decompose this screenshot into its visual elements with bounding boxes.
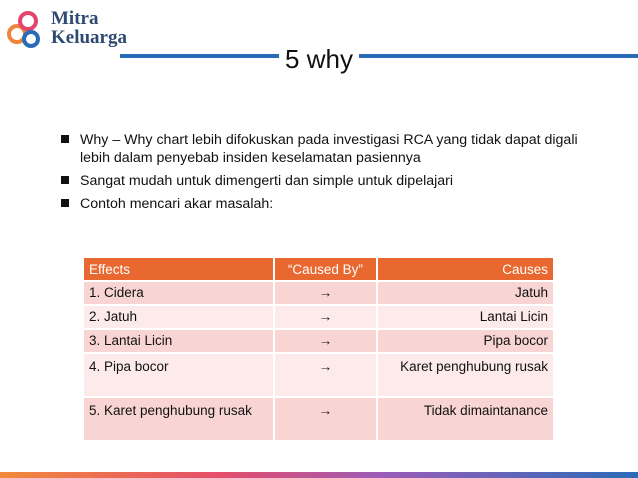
five-why-table bbox=[82, 256, 555, 442]
arrow-icon: → bbox=[274, 305, 377, 329]
table-row bbox=[83, 329, 554, 353]
logo-wordmark bbox=[51, 9, 127, 47]
table-row bbox=[83, 305, 554, 329]
logo-line-2: Keluarga bbox=[51, 27, 127, 48]
bullet-item: Why – Why chart lebih difokuskan pada investigasi RCA yang tidak dapat digali lebih dalam penyebab insiden keselamatan pasiennya bbox=[60, 131, 600, 167]
effect-cell: 3. Lantai Licin bbox=[83, 329, 274, 353]
cause-cell: Tidak dimaintanance bbox=[377, 397, 554, 441]
arrow-icon: → bbox=[274, 353, 377, 397]
arrow-icon: → bbox=[274, 397, 377, 441]
cause-cell: Karet penghubung rusak bbox=[377, 353, 554, 397]
effect-cell: 5. Karet penghubung rusak bbox=[83, 397, 274, 441]
cause-cell: Jatuh bbox=[377, 281, 554, 305]
slide-title-wrap bbox=[0, 44, 638, 75]
bullet-list bbox=[60, 131, 600, 218]
table-header-row bbox=[83, 257, 554, 281]
effect-cell: 4. Pipa bocor bbox=[83, 353, 274, 397]
cause-cell: Pipa bocor bbox=[377, 329, 554, 353]
bullet-item: Sangat mudah untuk dimengerti dan simple untuk dipelajari bbox=[60, 172, 600, 190]
cause-cell: Lantai Licin bbox=[377, 305, 554, 329]
effect-cell: 1. Cidera bbox=[83, 281, 274, 305]
bullet-item: Contoh mencari akar masalah: bbox=[60, 195, 600, 213]
table-row bbox=[83, 353, 554, 397]
header-causes: Causes bbox=[377, 257, 554, 281]
header-caused-by: “Caused By” bbox=[274, 257, 377, 281]
slide-title: 5 why bbox=[279, 44, 359, 74]
arrow-icon: → bbox=[274, 329, 377, 353]
header-effects: Effects bbox=[83, 257, 274, 281]
effect-cell: 2. Jatuh bbox=[83, 305, 274, 329]
table-row bbox=[83, 397, 554, 441]
footer-gradient-bar bbox=[0, 472, 638, 478]
logo-line-1: Mitra bbox=[51, 8, 99, 29]
arrow-icon: → bbox=[274, 281, 377, 305]
table-row bbox=[83, 281, 554, 305]
